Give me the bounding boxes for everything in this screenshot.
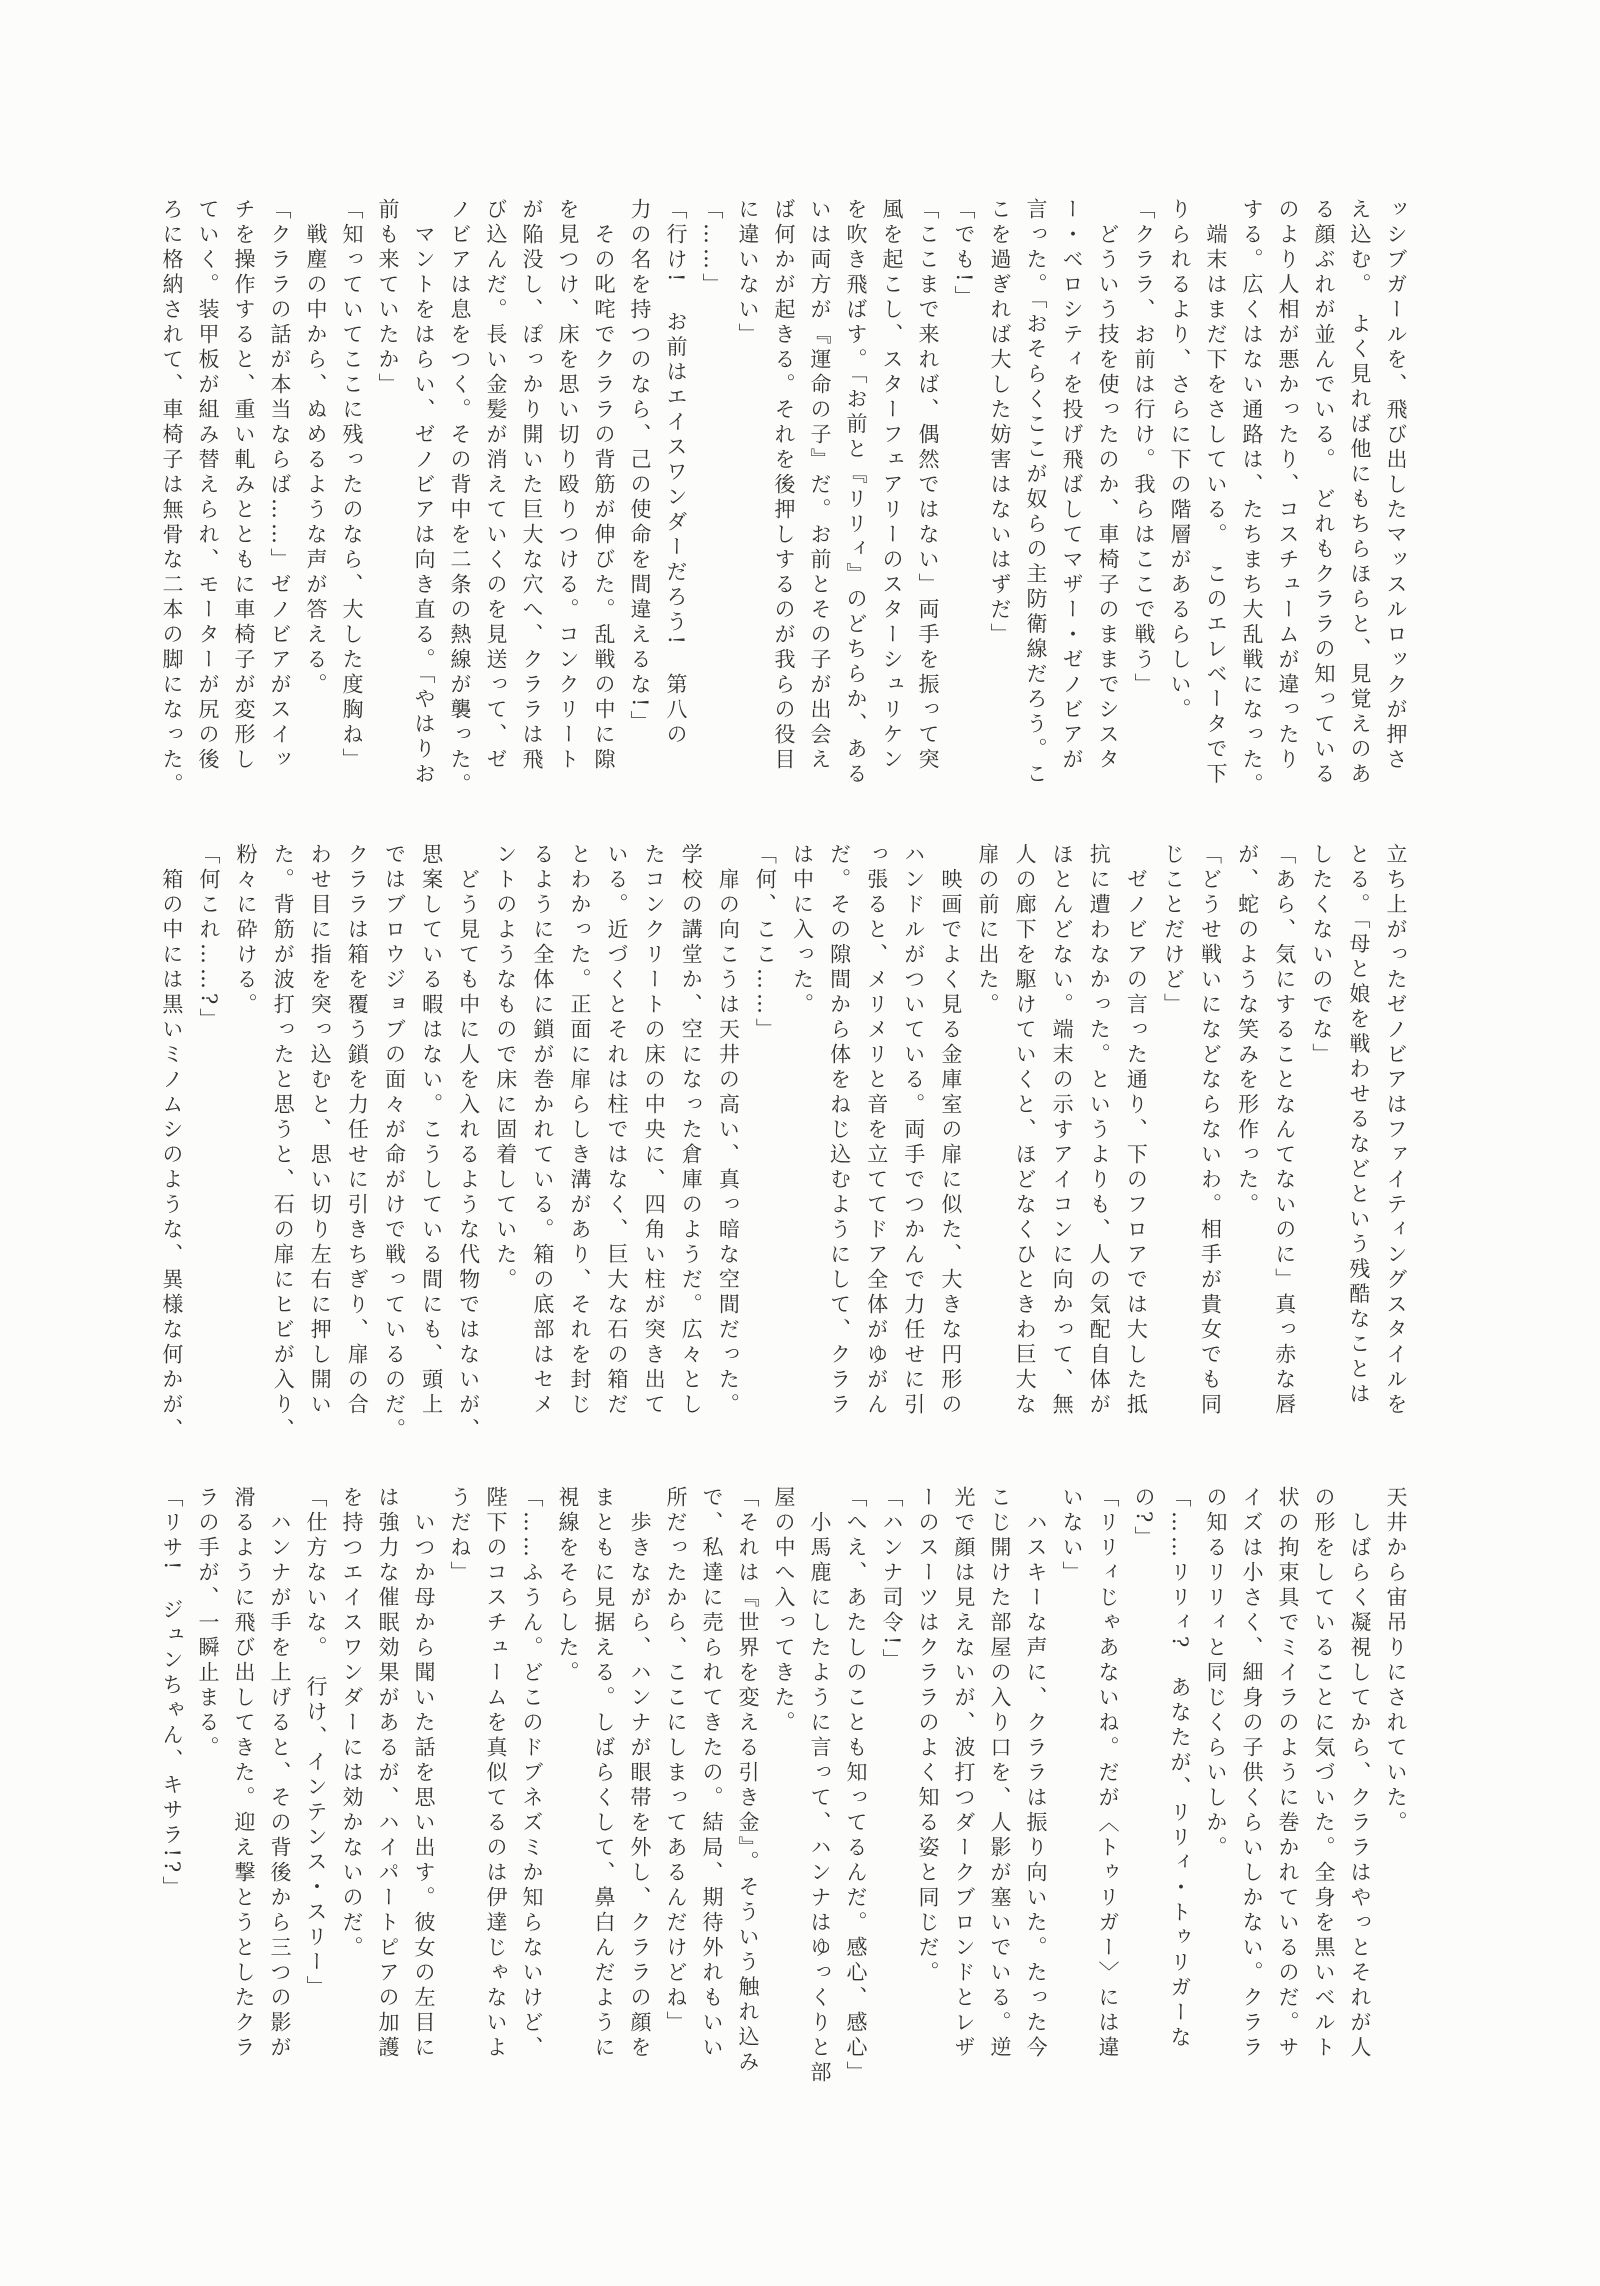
text-column: 戦塵の中から、ぬめるような声が答える。 [304,198,328,698]
text-column: イズは小さく、細身の子供くらいしかない。クララ [1240,1486,1264,2061]
text-column: こを過ぎれば大した妨害はないはずだ」 [988,198,1012,648]
text-column: うだね」 [448,1486,472,1586]
text-section-3 [152,1486,1414,2096]
text-column: ゼノビアの言った通り、下のフロアでは大した抵 [1124,843,1149,1418]
text-column: 視線をそらした。 [556,1486,580,1686]
text-column: どういう技を使ったのか、車椅子のままでシスタ [1096,198,1120,773]
text-column: の知るリリィと同じくらいしか。 [1204,1486,1228,1861]
text-column: 状の拘束具でミイラのように巻かれているのだ。サ [1276,1486,1300,2061]
text-column: だ。その隙間から体をねじ込むようにして、クララ [827,843,852,1418]
text-column: 思案している暇はない。こうしている間にも、頭上 [419,843,444,1418]
text-column: 粉々に砕ける。 [234,843,259,1018]
text-column: 力の名を持つのなら、己の使命を間違えるな!」 [628,198,652,736]
text-column: び込んだ。長い金髪が消えていくのを見送って、ゼ [484,198,508,773]
text-column: の?」 [1132,1486,1156,1552]
text-column: 映画でよく見る金庫室の扉に似た、大きな円形の [938,843,963,1418]
text-column: ハンナが手を上げると、その背後から三つの影が [268,1486,292,2061]
text-column: 風を起こし、スターフェアリーのスターシュリケン [880,198,904,773]
text-column: 人の廊下を駆けていくと、ほどなくひときわ巨大な [1013,843,1038,1418]
text-column: は中に入った。 [790,843,815,1018]
text-column: 「ここまで来れば、偶然ではない」両手を振って突 [916,198,940,773]
text-column: 「へえ、あたしのことも知ってるんだ。感心、感心」 [844,1486,868,2086]
text-column: 天井から宙吊りにされていた。 [1384,1486,1408,1836]
text-column: 滑るように飛び出してきた。迎え撃とうとしたクラ [232,1486,256,2061]
text-column: ていく。装甲板が組み替えられ、モーターが尻の後 [196,198,220,773]
text-column: る顔ぶれが並んでいる。 どれもクララの知っている [1312,198,1336,788]
text-column: チを操作すると、重い軋みとともに車椅子が変形し [232,198,256,773]
text-column: た。背筋が波打ったと思うと、石の扉にヒビが入り、 [271,843,296,1443]
text-column: の形をしていることに気づいた。全身を黒いベルト [1312,1486,1336,2061]
text-column: しばらく凝視してから、クララはやっとそれが人 [1348,1486,1372,2061]
text-column: したくないのでな」 [1309,843,1334,1068]
text-column: とわかった。正面に扉らしき溝があり、それを封じ [567,843,592,1418]
text-column: 箱の中には黒いミノムシのような、異様な何かが、 [159,843,184,1443]
text-column: こじ開けた部屋の入り口を、人影が塞いでいる。逆 [988,1486,1012,2061]
text-column: ハスキーな声に、クララは振り向いた。たった今 [1024,1486,1048,2061]
text-column: いは両方が『運命の子』だ。お前とその子が出会え [808,198,832,773]
text-column: 「仕方ないな。 行け、インテンス・スリー」 [304,1486,328,2001]
text-column: 言った。「おそらくここが奴らの主防衛線だろう。こ [1024,198,1048,788]
text-column: まともに見据える。しばらくして、鼻白んだように [592,1486,616,2061]
text-column: 端末はまだ下をさしている。 このエレベータで下 [1204,198,1228,788]
text-column: 抗に遭わなかった。というよりも、人の気配自体が [1087,843,1112,1418]
text-column: は強力な催眠効果があるが、ハイパートピアの加護 [376,1486,400,2061]
text-column: その叱咤でクララの背筋が伸びた。乱戦の中に隙 [592,198,616,773]
text-column: ラの手が、一瞬止まる。 [196,1486,220,1761]
text-column: クララは箱を覆う鎖を力任せに引きちぎり、扉の合 [345,843,370,1418]
text-column: 「どうせ戦いになどならないわ。相手が貴女でも同 [1198,843,1223,1418]
text-column: 所だったから、ここにしまってあるんだけどね」 [664,1486,688,2036]
text-column: 「……」 [700,198,724,298]
text-column: 歩きながら、ハンナが眼帯を外し、クララの顔を [628,1486,652,2061]
text-column: 「クララ、お前は行け。我らはここで戦う」 [1132,198,1156,698]
text-column: 「それは『世界を変える引き金』。そういう触れ込み [736,1486,760,2076]
text-column: 扉の向こうは天井の高い、真っ暗な空間だった。 [716,843,741,1418]
text-column: 「あら、気にすることなんてないのに」真っ赤な唇 [1272,843,1297,1418]
text-column: 「ハンナ司令!」 [880,1486,904,1674]
text-column: じことだけど」 [1161,843,1186,1018]
text-column: を持つエイスワンダーには効かないのだ。 [340,1486,364,1961]
text-column: 陛下のコスチュームを真似てるのは伊達じゃないよ [484,1486,508,2061]
text-column: 「でも!」 [952,198,976,311]
text-column: わせ目に指を突っ込むと、思い切り左右に押し開い [308,843,333,1418]
text-column: 「行け! お前はエイスワンダーだろう! 第八の [664,198,688,748]
text-column: いない」 [1060,1486,1084,1586]
text-column: とる。「母と娘を戦わせるなどという残酷なことは [1346,843,1371,1408]
text-section-2 [152,843,1414,1453]
text-column: ば何かが起きる。それを後押しするのが我らの役目 [772,198,796,773]
text-column: 扉の前に出た。 [975,843,1000,1018]
text-column: 屋の中へ入ってきた。 [772,1486,796,1736]
text-column: いつか母から聞いた話を思い出す。彼女の左目に [412,1486,436,2061]
text-column: どう見ても中に人を入れるような代物ではないが、 [456,843,481,1443]
text-column: 「……ふうん。どこのドブネズミか知らないけど、 [520,1486,544,2061]
text-column: りられるより、さらに下の階層があるらしい。 [1168,198,1192,723]
text-column: ではブロウジョブの面々が命がけで戦っているのだ。 [382,843,407,1443]
text-column: 前も来ていたか」 [376,198,400,398]
text-column: 光で顔は見えないが、波打つダークブロンドとレザ [952,1486,976,2061]
text-column: に違いない」 [736,198,760,348]
text-column: 学校の講堂か、空になった倉庫のようだ。広々とし [679,843,704,1418]
text-column: ろに格納されて、車椅子は無骨な二本の脚になった。 [160,198,184,798]
text-column: を吹き飛ばす。「お前と『リリィ』のどちらか、ある [844,198,868,788]
text-column: ハンドルがついている。両手でつかんで力任せに引 [901,843,926,1418]
text-column: のより人相が悪かったり、コスチュームが違ったり [1276,198,1300,773]
text-column: 「クララの話が本当ならば……」ゼノビアがスイッ [268,198,292,773]
text-section-1 [152,198,1414,808]
text-column: 「何これ……?」 [197,843,221,1034]
text-column: え込む。 よく見れば他にもちらほらと、見覚えのあ [1348,198,1372,788]
text-column: いる。近づくとそれは柱ではなく、巨大な石の箱だ [605,843,630,1418]
text-column: ーのスーツはクララのよく知る姿と同じだ。 [916,1486,940,1986]
text-column: で、私達に売られてきたの。結局、期待外れもいい [700,1486,724,2061]
text-column: ントのようなもので床に固着していた。 [493,843,518,1293]
text-column: を見つけ、床を思い切り殴りつける。コンクリート [556,198,580,773]
text-column: マントをはらい、ゼノビアは向き直る。「やはりお [412,198,436,788]
text-column: 「リリィじゃあないね。だが〈トゥリガー〉には違 [1096,1486,1120,2061]
text-column: 小馬鹿にしたように言って、ハンナはゆっくりと部 [808,1486,832,2086]
text-column: 立ち上がったゼノビアはファイティングスタイルを [1384,843,1408,1418]
text-column: する。広くはない通路は、たちまち大乱戦になった。 [1240,198,1264,798]
text-column: 「リサ! ジュンちゃん、キサラ!?」 [160,1486,184,1902]
text-column: るように全体に鎖が巻かれている。箱の底部はセメ [530,843,555,1418]
text-column: 「知っていてここに残ったのなら、大した度胸ね」 [340,198,364,773]
text-column: が、蛇のような笑みを形作った。 [1235,843,1260,1218]
text-column: ッシブガールを、飛び出したマッスルロックが押さ [1384,198,1408,773]
text-column: っ張ると、メリメリと音を立ててドア全体がゆがん [864,843,889,1418]
text-column: たコンクリートの床の中央に、四角い柱が突き出て [642,843,667,1418]
text-column: ノビアは息をつく。その背中を二条の熱線が襲った。 [448,198,472,798]
text-column: 「何、ここ……」 [753,843,778,1043]
text-column: ー・ベロシティを投げ飛ばしてマザー・ゼノビアが [1060,198,1084,773]
text-column: ほとんどない。端末の示すアイコンに向かって、無 [1050,843,1075,1418]
text-column: 「……リリィ? あなたが、リリィ・トゥリガーな [1168,1486,1192,2052]
text-column: が陥没し、ぽっかり開いた巨大な穴へ、クララは飛 [520,198,544,773]
